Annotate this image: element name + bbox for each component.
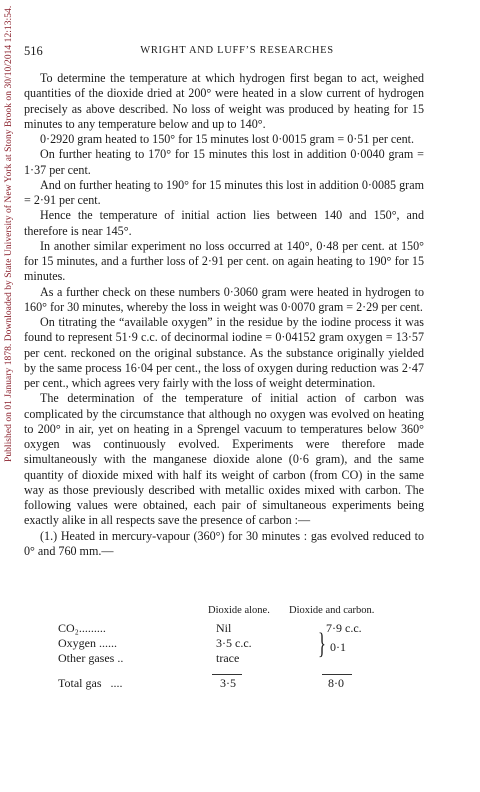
page-number: 516 — [24, 44, 43, 58]
brace-value: 0·1 — [330, 640, 346, 654]
body-text — [24, 71, 424, 559]
total-row — [24, 676, 424, 692]
running-title: WRIGHT AND LUFF’S RESEARCHES — [140, 45, 334, 56]
total-dioxide-and-carbon: 8·0 — [328, 676, 344, 690]
paragraph: To determine the temperature at which hydrogen first began to act, weighed quantities of the dioxide dried at 200° were heated in a slow current of hydrogen precisely as above described. No loss of weight was produced by heating for 15 minutes to any temperature below and up to 140°. — [24, 71, 424, 131]
total-dioxide-alone: 3·5 — [220, 676, 236, 690]
value-dioxide-and-carbon: 7·9 c.c. — [326, 621, 362, 635]
paragraph: On titrating the “available oxygen” in the residue by the iodine process it was found to represent 51·9 c.c. of decinormal iodine = 0·04152 gram oxygen = 13·57 per cent. reckoned on the original substance. As the substance originally yielded by the same process 16·04 per cent., the loss of oxygen during reduction was 2·47 per cent., which agrees very fairly with the loss of weight determination. — [24, 315, 424, 390]
value-dioxide-alone: trace — [216, 651, 240, 665]
total-label: Total gas .... — [58, 676, 123, 690]
row-label: Other gases .. — [58, 651, 124, 665]
table-header — [24, 605, 424, 621]
page-header — [24, 44, 424, 58]
paragraph: (1.) Heated in mercury-vapour (360°) for 30 minutes : gas evolved reduced to 0° and 760 mm.— — [24, 528, 424, 558]
sum-rule-dioxide-and-carbon — [322, 674, 352, 675]
value-dioxide-alone: Nil — [216, 621, 232, 635]
sum-rule-dioxide-alone — [212, 674, 242, 675]
row-label: CO₂......... — [58, 621, 106, 635]
download-watermark: Published on 01 January 1878. Downloaded by State University of New York at Stony Brook on 30/10/2014 12:13:54. — [4, 6, 14, 463]
paragraph: The determination of the temperature of initial action of carbon was complicated by the circumstance that although no oxygen was evolved on heating to 200° in air, yet on heating in a Sprengel vacuum to temperatures below 360° oxygen was continuously evolved. Experiments were therefore made simultaneously with the manganese dioxide alone (0·6 gram), and the same quantity of dioxide mixed with half its weight of carbon (from CO) in the same way as those previously described with metallic oxides mixed with carbon. The following values were obtained, each pair of simultaneous experiments being exactly alike in all respects save the presence of carbon :— — [24, 391, 424, 528]
row-label: Oxygen ...... — [58, 636, 117, 650]
paragraph: Hence the temperature of initial action lies between 140 and 150°, and therefore is near 145°. — [24, 208, 424, 238]
paragraph: In another similar experiment no loss occurred at 140°, 0·48 per cent. at 150° for 15 minutes, and a further loss of 2·91 per cent. on again heating to 190° for 15 minutes. — [24, 238, 424, 284]
paragraph: And on further heating to 190° for 15 minutes this lost in addition 0·0085 gram = 2·91 per cent. — [24, 177, 424, 207]
paragraph: 0·2920 gram heated to 150° for 15 minutes lost 0·0015 gram = 0·51 per cent. — [40, 132, 415, 146]
column-header-dioxide-and-carbon: Dioxide and carbon. — [289, 605, 375, 616]
value-dioxide-alone: 3·5 c.c. — [216, 636, 252, 650]
gas-results-table — [24, 605, 424, 692]
paragraph: On further heating to 170° for 15 minutes this lost in addition 0·0040 gram = 1·37 per cent. — [24, 147, 424, 177]
right-brace-glyph: } — [318, 627, 326, 660]
column-header-dioxide-alone: Dioxide alone. — [208, 605, 270, 616]
paragraph: As a further check on these numbers 0·3060 gram were heated in hydrogen to 160° for 30 minutes, whereby the loss in weight was 0·0070 gram = 2·29 per cent. — [24, 284, 424, 314]
